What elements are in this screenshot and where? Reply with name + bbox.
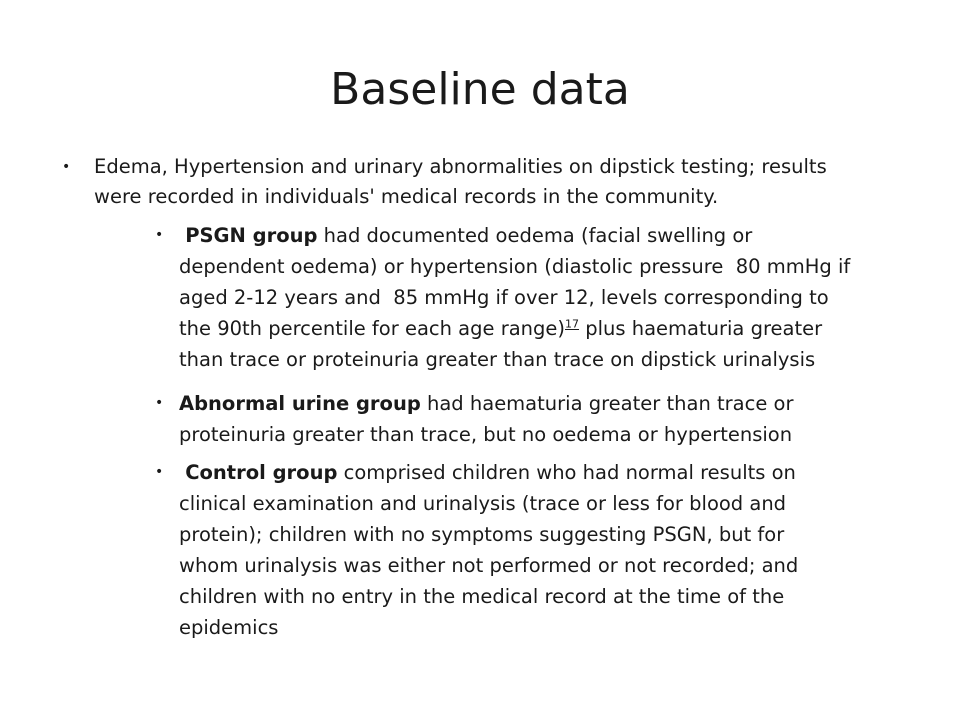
sub-bullet-line: clinical examination and urinalysis (trace or less for blood and [179, 492, 787, 515]
sub-bullet-line [179, 388, 793, 419]
reference-link[interactable]: 17 [565, 317, 580, 331]
sub-bullet-line-post: plus haematuria greater [579, 317, 823, 340]
sub-bullet-line: epidemics [179, 616, 279, 639]
sub-bullet-line: than trace or proteinuria greater than trace on dipstick urinalysis [179, 348, 816, 371]
sub-bullet-line: aged 2-12 years and 85 mmHg if over 12, levels corresponding to [179, 286, 829, 309]
sub-bullet-line: whom urinalysis was either not performed or not recorded; and [179, 554, 799, 577]
main-bullet-text [94, 152, 827, 212]
sub-bullet-text [179, 457, 798, 643]
slide-title: Baseline data [330, 64, 630, 115]
sub-bullet-line-rest: had haematuria greater than trace or [420, 392, 794, 415]
sub-bullet-line-rest: had documented oedema (facial swelling or [317, 224, 753, 247]
group-name-psgn: PSGN group [185, 224, 318, 247]
sub-bullet-text [179, 388, 793, 450]
sub-bullet-line [179, 220, 850, 251]
sub-bullet-control-group [155, 457, 915, 643]
sub-bullet-line: protein); children with no symptoms suggesting PSGN, but for [179, 523, 785, 546]
group-name-abnormal-urine: Abnormal urine group [179, 392, 421, 415]
main-bullet-line-2: were recorded in individuals' medical records in the community. [94, 185, 719, 208]
main-bullet-line-1: Edema, Hypertension and urinary abnormalities on dipstick testing; results [94, 155, 827, 178]
sub-bullet-psgn-group [155, 220, 915, 375]
group-name-control: Control group [185, 461, 338, 484]
bullet-dot-icon: • [62, 159, 71, 175]
sub-bullet-line: children with no entry in the medical record at the time of the [179, 585, 785, 608]
sub-bullet-line: dependent oedema) or hypertension (diastolic pressure 80 mmHg if [179, 255, 851, 278]
sub-bullet-line: proteinuria greater than trace, but no oedema or hypertension [179, 423, 793, 446]
bullet-dot-icon: • [155, 395, 164, 411]
sub-bullet-line-rest: comprised children who had normal results on [337, 461, 796, 484]
sub-bullet-abnormal-urine-group [155, 388, 915, 450]
sub-bullet-line [179, 313, 850, 344]
sub-bullet-line-pre: the 90th percentile for each age range) [179, 317, 566, 340]
main-bullet [62, 152, 912, 212]
bullet-dot-icon: • [155, 227, 164, 243]
sub-bullet-line [179, 457, 798, 488]
bullet-dot-icon: • [155, 464, 164, 480]
sub-bullet-text [179, 220, 850, 375]
